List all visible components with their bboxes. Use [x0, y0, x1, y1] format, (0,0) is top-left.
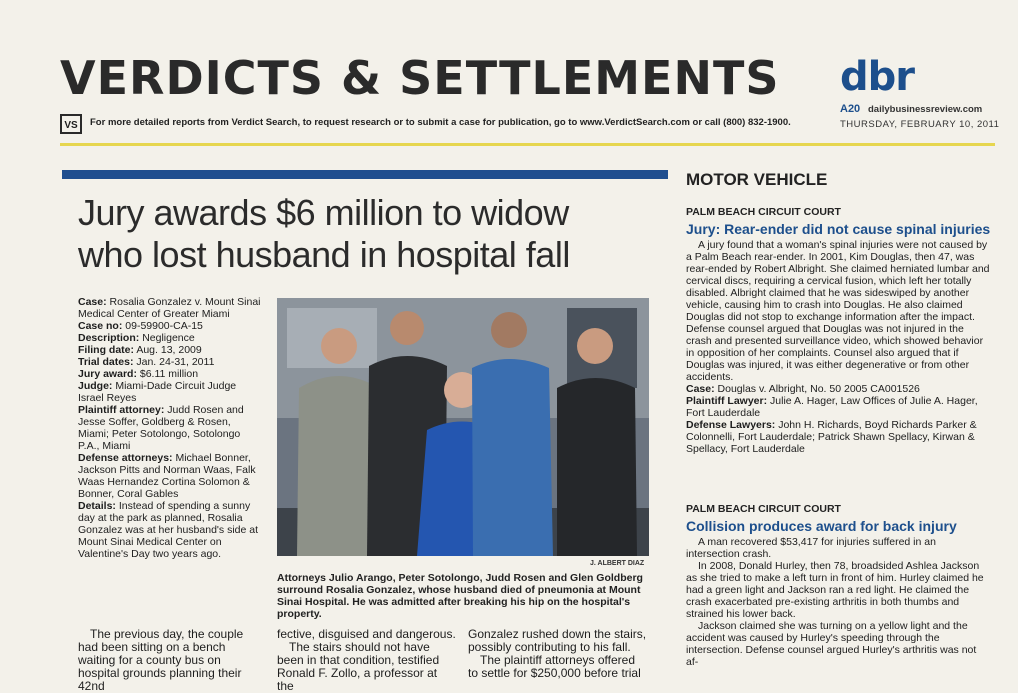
case-details — [78, 296, 263, 560]
case-detail-row: Case: Rosalia Gonzalez v. Mount Sinai Medical Center of Greater Miami — [78, 296, 261, 320]
article-photo — [277, 298, 649, 556]
story-text: In 2008, Donald Hurley, then 78, broadsided Ashlea Jackson as she tried to make a left turn in front of him. Hurley claimed he had a green light and Jackson ran a red light. He claimed the crash exacerbated pre-existing arthritis in both thumbs and strained his lower back. — [686, 560, 984, 620]
story-text: A man recovered $53,417 for injuries suffered in an intersection crash. — [686, 536, 936, 560]
story-text: A jury found that a woman's spinal injuries were not caused by a Palm Beach rear-ender. In 2001, Kim Douglas, then 47, was rear-ended by Robert Albright. She claimed herniated lumbar and cervical discs, requiring a cervical fusion, which left her totally disabled. Albright claimed that he was sideswiped by another vehicle, causing him to crash into Douglas. He also claimed Douglas did not stop to exchange information after the impact. Defense counsel argued that Douglas was not injured in the crash and presented surveillance video, which showed behavior in opposition of her complaints. Counsel also argued that if Douglas was injured, it was either degenerative or from other accidents. — [686, 239, 990, 383]
body-column-1 — [78, 628, 263, 693]
case-detail-row: Case no: 09-59900-CA-15 — [78, 320, 203, 332]
headline-line-2: who lost husband in hospital fall — [78, 234, 570, 275]
divider-rule — [60, 143, 995, 146]
sidebar-story-2 — [686, 536, 991, 668]
page-number: A20 — [840, 103, 861, 115]
body-column-2 — [277, 628, 457, 693]
sidebar-story-1 — [686, 239, 991, 455]
case-detail-row: Defense Lawyers: John H. Richards, Boyd Richards Parker & Colonnelli, Fort Lauderdale; Patrick Shawn Spellacy, Kirwan & Spellacy, Fort Lauderdale — [686, 419, 977, 455]
verdictsearch-logo: VS — [60, 114, 82, 134]
sidebar-headline: Jury: Rear-ender did not cause spinal injuries — [686, 221, 991, 237]
case-detail-row: Description: Negligence — [78, 332, 195, 344]
body-paragraph: fective, disguised and dangerous. — [277, 627, 456, 641]
sidebar-section-title: MOTOR VEHICLE — [686, 170, 828, 189]
photo-illustration — [277, 298, 649, 556]
story-text: Jackson claimed she was turning on a yellow light and the accident was caused by Hurley's speeding through the intersection. Defense counsel argued Hurley's arthritis was not af- — [686, 620, 977, 668]
case-detail-row: Jury award: $6.11 million — [78, 368, 199, 380]
sidebar-headline: Collision produces award for back injury — [686, 518, 957, 534]
body-paragraph: Gonzalez rushed down the stairs, possibly contributing to his fall. — [468, 627, 647, 654]
case-detail-row: Details: Instead of spending a sunny day at the park as planned, Rosalia Gonzalez was at her husband's side at Mount Sinai Medical Center on Valentine's Day two years ago. — [78, 500, 259, 560]
case-detail-row: Defense attorneys: Michael Bonner, Jackson Pitts and Norman Waas, Falk Waas Hernandez Cortina Solomon & Bonner, Coral Gables — [78, 452, 256, 500]
site-url: dailybusinessreview.com — [868, 104, 983, 115]
case-detail-row: Trial dates: Jan. 24-31, 2011 — [78, 356, 215, 368]
article-headline — [78, 192, 658, 276]
section-title: VERDICTS & SETTLEMENTS — [60, 51, 780, 105]
issue-date: THURSDAY, FEBRUARY 10, 2011 — [840, 119, 1000, 130]
court-name: PALM BEACH CIRCUIT COURT — [686, 503, 841, 515]
court-name: PALM BEACH CIRCUIT COURT — [686, 206, 841, 218]
article-top-bar — [62, 170, 668, 179]
case-detail-row: Filing date: Aug. 13, 2009 — [78, 344, 202, 356]
body-paragraph: The plaintiff attorneys offered to settle for $250,000 before trial — [468, 653, 641, 680]
dbr-logo: dbr — [840, 54, 914, 100]
body-column-3 — [468, 628, 648, 680]
photo-credit: J. ALBERT DIAZ — [590, 560, 645, 567]
case-detail-row: Case: Douglas v. Albright, No. 50 2005 CA001526 — [686, 383, 920, 395]
body-paragraph: The previous day, the couple had been sitting on a bench waiting for a county bus on hospital grounds planning their 42nd — [78, 627, 244, 693]
headline-line-1: Jury awards $6 million to widow — [78, 192, 569, 233]
body-paragraph: The stairs should not have been in that condition, testified Ronald F. Zollo, a professor at the — [277, 640, 440, 693]
photo-caption: Attorneys Julio Arango, Peter Sotolongo, Judd Rosen and Glen Goldberg surround Rosalia Gonzalez, whose husband died of pneumonia at Mount Sinai Hospital. He was admitted after breaking his hip on the hospital's property. — [277, 572, 643, 620]
case-detail-row: Judge: Miami-Dade Circuit Judge Israel Reyes — [78, 380, 237, 404]
case-detail-row: Plaintiff attorney: Judd Rosen and Jesse Soffer, Goldberg & Rosen, Miami; Peter Sotolongo, Sotolongo P.A., Miami — [78, 404, 244, 452]
info-line: For more detailed reports from Verdict Search, to request research or to submit a case for publication, go to www.VerdictSearch.com or call (800) 832-1900. — [90, 117, 791, 128]
case-detail-row: Plaintiff Lawyer: Julie A. Hager, Law Offices of Julie A. Hager, Fort Lauderdale — [686, 395, 978, 419]
